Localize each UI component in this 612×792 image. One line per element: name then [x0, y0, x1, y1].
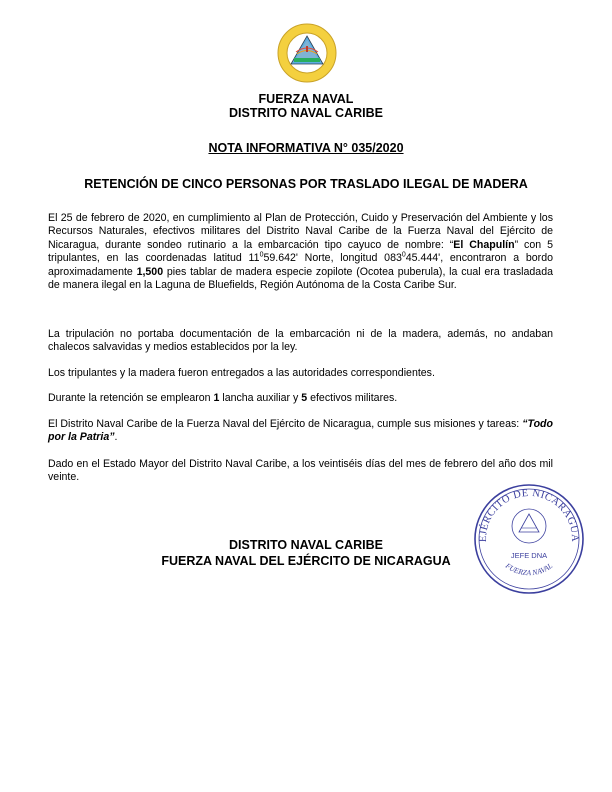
p1-text-a: El 25 de febrero de 2020, en cumplimiento al Plan de Protección, Cuido y Preservación del Ambiente y los Recursos Naturales, efectivos militares del Distrito Naval Caribe de la Fuerza Naval del Ejército de Nicaragua, durante sondeo rutinario a la embarcación tipo cayuco de nombre: “	[48, 212, 553, 251]
paragraph-2	[48, 328, 553, 355]
p4-text-b: lancha auxiliar y	[219, 392, 302, 404]
p4-text-c: efectivos militares.	[307, 392, 398, 404]
p5-text-b: .	[114, 431, 118, 444]
p1-text-b: ” con 5 tripulantes, en las coordenadas latitud 11	[48, 238, 553, 265]
p4-text-a: Durante la retención se emplearon	[48, 392, 214, 404]
signature-line-2: FUERZA NAVAL DEL EJÉRCITO DE NICARAGUA	[161, 554, 451, 568]
p2-text: La tripulación no portaba documentación de la embarcación ni de la madera, además, no andaban chalecos salvavidas y medios establecidos por la ley.	[48, 328, 553, 354]
stamp-bottom-text: FUERZA NAVAL	[503, 561, 555, 578]
degree-sup-1: 0	[259, 251, 264, 259]
boat-name: El Chapulín	[453, 238, 515, 251]
subject-title: RETENCIÓN DE CINCO PERSONAS POR TRASLADO ILEGAL DE MADERA	[84, 177, 528, 191]
wood-quantity: 1,500	[136, 265, 164, 278]
paragraph-1	[48, 212, 553, 292]
p6-text: Dado en el Estado Mayor del Distrito Naval Caribe, a los veintiséis días del mes de febrero del año dos mil veinte.	[48, 458, 553, 484]
paragraph-4	[48, 392, 553, 405]
header-district: DISTRITO NAVAL CARIBE	[229, 106, 383, 120]
official-stamp-icon	[472, 482, 586, 596]
note-number	[0, 141, 612, 155]
boat-count: 1	[213, 392, 220, 404]
p5-text-a: El Distrito Naval Caribe de la Fuerza Naval del Ejército de Nicaragua, cumple sus misiones y tareas:	[48, 418, 523, 430]
nicaragua-coat-of-arms-icon	[276, 22, 338, 84]
paragraph-6	[48, 458, 553, 485]
p1-text-d: 45.444', encontraron a bordo aproximadamente	[48, 252, 553, 278]
personnel-count: 5	[301, 392, 308, 404]
note-number-text: NOTA INFORMATIVA N° 035/2020	[208, 141, 404, 155]
degree-sup-2: 0	[401, 251, 406, 259]
signature-line-1: DISTRITO NAVAL CARIBE	[229, 538, 383, 552]
header-navy: FUERZA NAVAL	[258, 92, 354, 106]
p3-text: Los tripulantes y la madera fueron entregados a las autoridades correspondientes.	[48, 367, 435, 379]
svg-text:FUERZA NAVAL	[503, 560, 554, 577]
motto: “Todo por la Patria”	[48, 418, 553, 444]
stamp-top-text: EJÉRCITO DE NICARAGUA	[477, 487, 581, 543]
stamp-center-text: JEFE DNA	[510, 551, 548, 560]
svg-text:EJÉRCITO DE NICARAGUA	[478, 488, 580, 542]
p1-text-c: 59.642' Norte, longitud 083	[263, 252, 402, 265]
paragraph-5	[48, 418, 553, 445]
paragraph-3	[48, 367, 553, 380]
p1-text-e: pies tablar de madera especie zopilote (Ocotea puberula), la cual era trasladada de manera ilegal en la Laguna de Bluefields, Región Autónoma de la Costa Caribe Sur.	[48, 265, 553, 292]
